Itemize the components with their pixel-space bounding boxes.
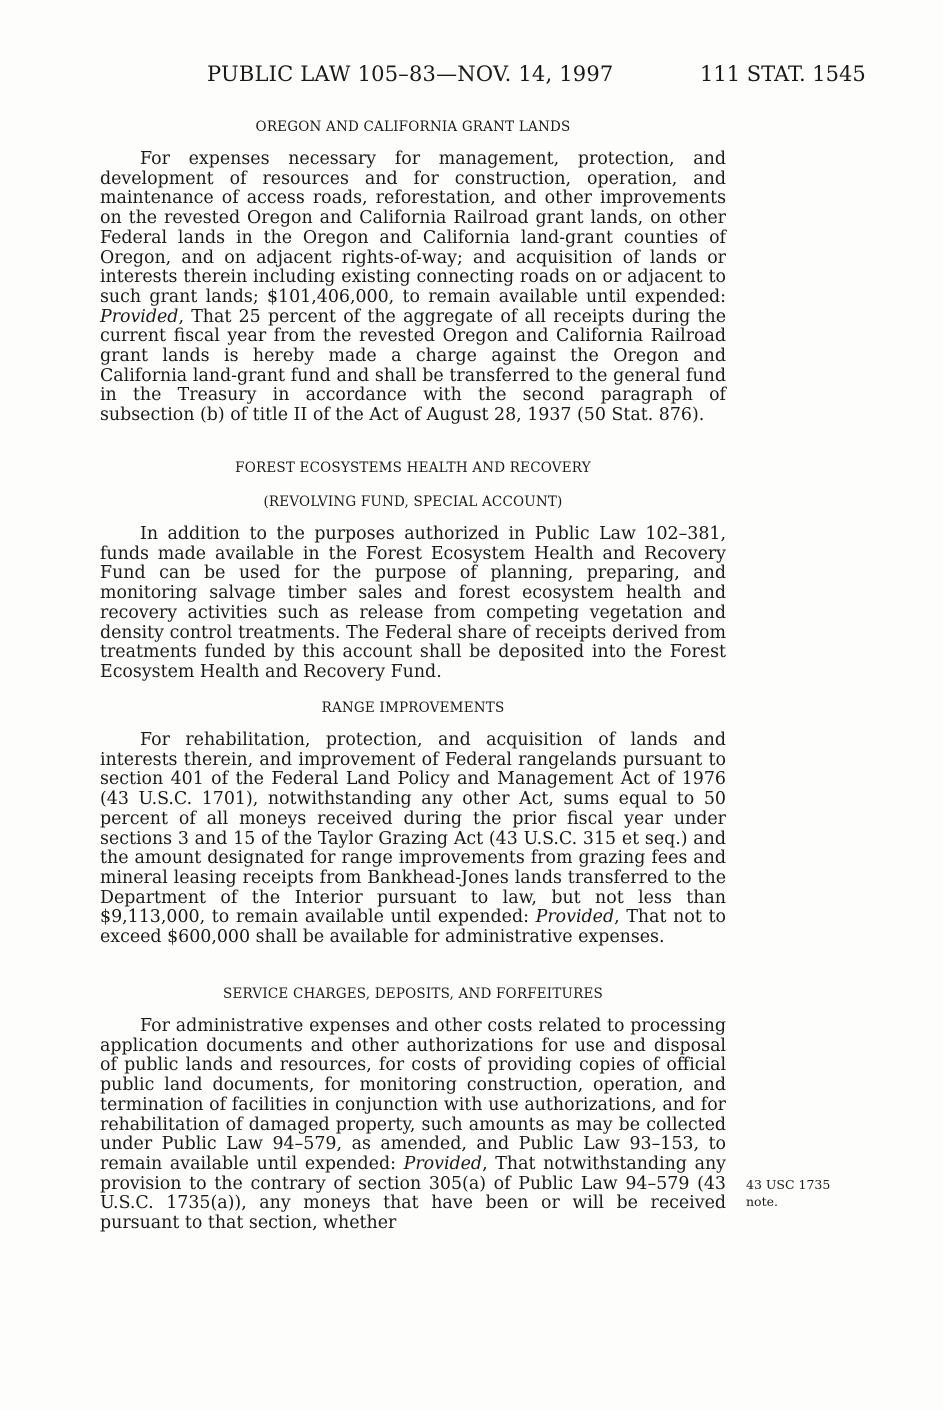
section-heading-oregon-california: OREGON AND CALIFORNIA GRANT LANDS	[255, 119, 571, 135]
running-header-title: PUBLIC LAW 105–83—NOV. 14, 1997	[207, 62, 614, 86]
provided-italic: Provided	[403, 1153, 483, 1174]
paragraph-text: , That not to exceed $600,000 shall be available for administrative expenses.	[100, 907, 726, 948]
paragraph-range-improvements	[100, 731, 726, 948]
provided-italic: Provided	[100, 306, 179, 327]
paragraph-text: , That 25 percent of the aggregate of all receipts during the current fiscal year from the revested Oregon and California Railroad grant lands is hereby made a charge against the Oregon and California land-grant fund and shall be transferred to the general fund in the Treasury in accordance with the second paragraph of subsection (b) of title II of the Act of August 28, 1937 (50 Stat. 876).	[100, 306, 726, 426]
paragraph-service-charges	[100, 1017, 726, 1234]
running-header-stat-page: 111 STAT. 1545	[700, 62, 866, 86]
margin-citation-line-2: note.	[746, 1194, 778, 1209]
section-heading-range-improvements: RANGE IMPROVEMENTS	[321, 700, 505, 716]
provided-italic: Provided	[535, 907, 615, 928]
paragraph-text: For administrative expenses and other costs related to processing application documents and other authorizations for use and disposal of public lands and resources, for costs of providing copies of official public land documents, for monitoring construction, operation, and termination of facilities in conjunction with use authorizations, and for rehabilitation of damaged property, such amounts as may be collected under Public Law 94–579, as amended, and Public Law 93–153, to remain available until expended:	[100, 1016, 726, 1174]
section-subheading-revolving-fund: (REVOLVING FUND, SPECIAL ACCOUNT)	[263, 494, 563, 510]
paragraph-text: For expenses necessary for management, protection, and development of resources and for construction, operation, and maintenance of access roads, reforestation, and other improvements on the revested Oregon and California Railroad grant lands, on other Federal lands in the Oregon and California land-grant counties of Oregon, and on adjacent rights-of-way; and acquisition of lands or interests therein including existing connecting roads on or adjacent to such grant lands; $101,406,000, to remain available until expended:	[100, 149, 726, 307]
section-heading-forest-ecosystems: FOREST ECOSYSTEMS HEALTH AND RECOVERY	[235, 460, 591, 476]
paragraph-text: For rehabilitation, protection, and acquisition of lands and interests therein, and improvement of Federal rangelands pursuant to section 401 of the Federal Land Policy and Management Act of 1976 (43 U.S.C. 1701), notwithstanding any other Act, sums equal to 50 percent of all moneys received during the prior fiscal year under sections 3 and 15 of the Taylor Grazing Act (43 U.S.C. 315 et seq.) and the amount designated for range improvements from grazing fees and mineral leasing receipts from Bankhead-Jones lands transferred to the Department of the Interior pursuant to law, but not less than $9,113,000, to remain available until expended:	[100, 730, 726, 928]
section-heading-service-charges: SERVICE CHARGES, DEPOSITS, AND FORFEITURES	[223, 986, 603, 1002]
paragraph-text: , That notwithstanding any provision to the contrary of section 305(a) of Public Law 94–579 (43 U.S.C. 1735(a)), any moneys that have been or will be received pursuant to that section, whether	[100, 1153, 726, 1234]
margin-citation-line-1: 43 USC 1735	[746, 1177, 831, 1192]
paragraph-forest-ecosystems: In addition to the purposes authorized in Public Law 102–381, funds made available in the Forest Ecosystem Health and Recovery Fund can be used for the purpose of planning, preparing, and monitoring salvage timber sales and forest ecosystem health and recovery activities such as release from competing vegetation and density control treatments. The Federal share of receipts derived from treatments funded by this account shall be deposited into the Forest Ecosystem Health and Recovery Fund.	[100, 524, 726, 682]
paragraph-oregon-california	[100, 150, 726, 426]
margin-citation-note	[746, 1176, 830, 1210]
